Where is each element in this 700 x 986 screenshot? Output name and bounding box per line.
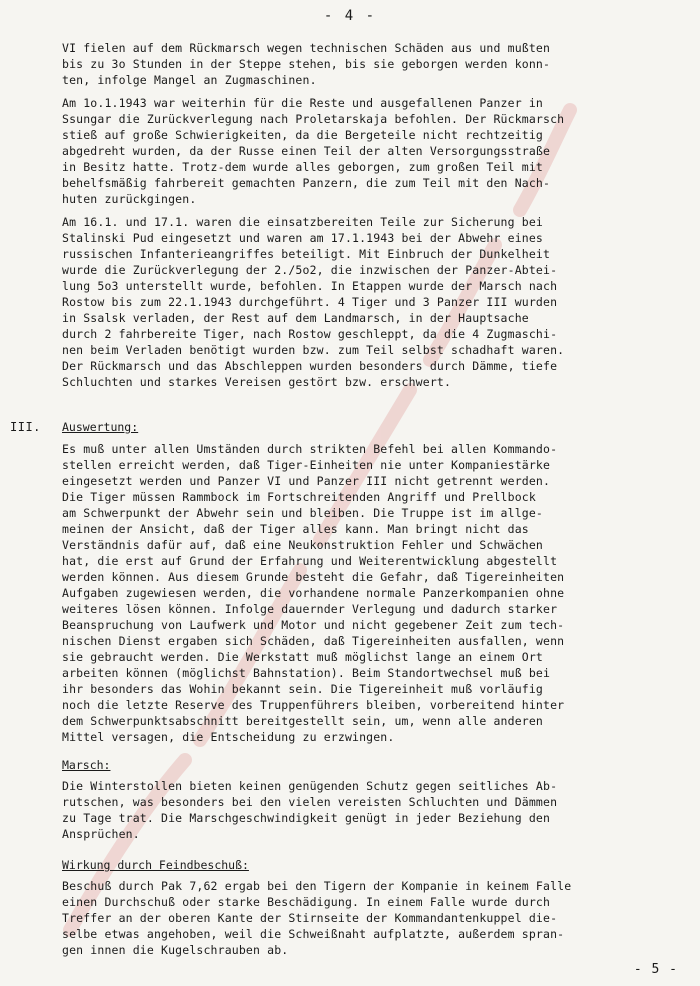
next-page-marker: - 5 - xyxy=(633,962,678,977)
text-line: ihr besonders das Wohin bekannt sein. Die Tigereinheit muß vorläufig xyxy=(62,682,544,696)
heading-auswertung: Auswertung: xyxy=(62,420,139,434)
section-number: III. xyxy=(10,420,41,434)
text-line: Beschuß durch Pak 7,62 ergab bei den Tigern der Kompanie in keinem Falle xyxy=(62,879,572,893)
text-line: Beanspruchung von Laufwerk und Motor und nicht gegebener Zeit zum tech- xyxy=(62,618,565,632)
text-line: wurde die Zurückverlegung der 2./5o2, die inzwischen der Panzer-Abtei- xyxy=(62,263,558,277)
text-line: noch die letzte Reserve des Truppenführers bleiben, vorbereitend hinter xyxy=(62,698,565,712)
text-line: russischen Infanterieangriffes beteiligt. Mit Einbruch der Dunkelheit xyxy=(62,247,551,261)
text-line: arbeiten können (möglichst Bahnstation). Beim Standortwechsel muß bei xyxy=(62,666,551,680)
text-line: Treffer an der oberen Kante der Stirnseite der Kommandantenkuppel die- xyxy=(62,911,558,925)
text-line: hat, die erst auf Grund der Erfahrung und Weiterentwicklung abgestellt xyxy=(62,554,558,568)
text-line: Am 1o.1.1943 war weiterhin für die Reste und ausgefallenen Panzer in xyxy=(62,96,544,110)
text-line: rutschen, was besonders bei den vielen vereisten Schluchten und Dämmen xyxy=(62,795,558,809)
text-line: lung 5o3 unterstellt wurde, befohlen. In Etappen wurde der Marsch nach xyxy=(62,279,558,293)
paragraph-4 xyxy=(62,441,564,745)
paragraph-2 xyxy=(62,95,564,207)
text-line: Schluchten und starkes Vereisen gestört bzw. erschwert. xyxy=(62,375,452,389)
text-line: in Besitz hatte. Trotz-dem wurde alles geborgen, zum großen Teil mit xyxy=(62,160,544,174)
heading-wirkung: Wirkung durch Feindbeschuß: xyxy=(62,858,249,872)
text-line: zu Tage trat. Die Marschgeschwindigkeit genügt in jeder Beziehung den xyxy=(62,811,551,825)
text-line: meinen der Ansicht, daß der Tiger alles kann. Man bringt nicht das xyxy=(62,522,529,536)
text-line: Rostow bis zum 22.1.1943 durchgeführt. 4 Tiger und 3 Panzer III wurden xyxy=(62,295,558,309)
text-line: gen innen die Kugelschrauben ab. xyxy=(62,943,289,957)
text-line: huten zurückgingen. xyxy=(62,192,197,206)
text-line: nen beim Verladen benötigt wurden bzw. zum Teil selbst schadhaft waren. xyxy=(62,343,565,357)
text-line: nischen Dienst ergaben sich Schäden, daß Tigereinheiten ausfallen, wenn xyxy=(62,634,565,648)
text-line: bis zu 3o Stunden in der Steppe stehen, bis sie geborgen werden konn- xyxy=(62,57,551,71)
text-line: weiteres lösen können. Infolge dauernder Verlegung und dadurch starker xyxy=(62,602,558,616)
text-line: am Schwerpunkt der Abwehr sein und bleiben. Die Truppe ist im allge- xyxy=(62,506,544,520)
text-line: werden können. Aus diesem Grunde besteht die Gefahr, daß Tigereinheiten xyxy=(62,570,565,584)
text-line: eingesetzt werden und Panzer VI und Panzer III nicht getrennt werden. xyxy=(62,474,551,488)
text-line: Verständnis dafür auf, daß eine Neukonstruktion Fehler und Schwächen xyxy=(62,538,544,552)
text-line: Es muß unter allen Umständen durch strikten Befehl bei allen Kommando- xyxy=(62,442,558,456)
text-line: Die Tiger müssen Rammbock im Fortschreitenden Angriff und Prellbock xyxy=(62,490,536,504)
paragraph-5 xyxy=(62,778,557,842)
text-line: Stalinski Pud eingesetzt und waren am 17.1.1943 bei der Abwehr eines xyxy=(62,231,544,245)
text-line: einen Durchschuß oder starke Beschädigung. In einem Falle wurde durch xyxy=(62,895,551,909)
text-line: selbe etwas angehoben, weil die Schweißnaht aufplatzte, außerdem spran- xyxy=(62,927,565,941)
text-line: behelfsmäßig fahrbereit gemachten Panzern, die zum Teil mit den Nach- xyxy=(62,176,551,190)
text-line: Der Rückmarsch und das Abschleppen wurden besonders durch Dämme, tiefe xyxy=(62,359,558,373)
text-line: in Ssalsk verladen, der Rest auf dem Landmarsch, in der Hauptsache xyxy=(62,311,529,325)
paragraph-3 xyxy=(62,214,564,390)
text-line: ten, infolge Mangel an Zugmaschinen. xyxy=(62,73,317,87)
text-line: VI fielen auf dem Rückmarsch wegen technischen Schäden aus und mußten xyxy=(62,41,551,55)
text-line: stellen erreicht werden, daß Tiger-Einheiten nie unter Kompaniestärke xyxy=(62,458,551,472)
text-line: stieß auf große Schwierigkeiten, da die Bergeteile nicht rechtzeitig xyxy=(62,128,544,142)
text-line: dem Schwerpunktsabschnitt bereitgestellt sein, um, wenn alle anderen xyxy=(62,714,544,728)
text-line: Am 16.1. und 17.1. waren die einsatzbereiten Teile zur Sicherung bei xyxy=(62,215,544,229)
text-line: Aufgaben zugewiesen werden, die vorhandene normale Panzerkompanien ohne xyxy=(62,586,565,600)
text-line: Die Winterstollen bieten keinen genügenden Schutz gegen seitliches Ab- xyxy=(62,779,558,793)
paragraph-1 xyxy=(62,40,550,88)
text-line: Ansprüchen. xyxy=(62,827,140,841)
text-line: Mittel versagen, die Entscheidung zu erzwingen. xyxy=(62,730,395,744)
text-line: durch 2 fahrbereite Tiger, nach Rostow geschleppt, da die 4 Zugmaschi- xyxy=(62,327,558,341)
heading-marsch: Marsch: xyxy=(62,758,111,772)
text-line: Ssungar die Zurückverlegung nach Proletarskaja befohlen. Der Rückmarsch xyxy=(62,112,565,126)
text-line: sie gebraucht werden. Die Werkstatt muß möglichst lange an einem Ort xyxy=(62,650,544,664)
paragraph-6 xyxy=(62,878,571,958)
page-number-header: - 4 - xyxy=(323,8,377,24)
text-line: abgedreht wurden, da der Russe einen Teil der alten Versorgungsstraße xyxy=(62,144,551,158)
